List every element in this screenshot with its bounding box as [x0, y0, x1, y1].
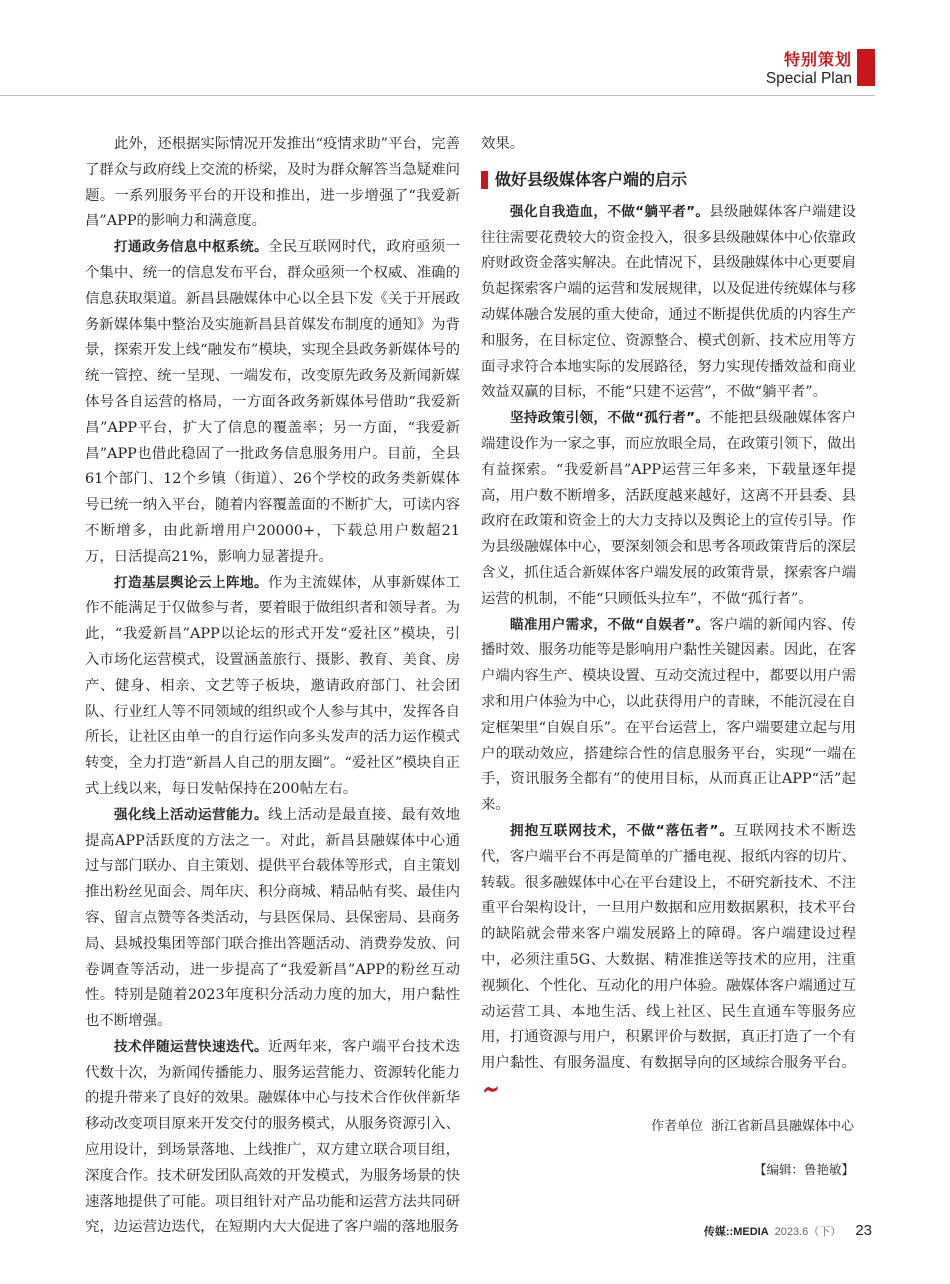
paragraph-text: 互联网技术不断迭代，客户端平台不再是简单的广播电视、报纸内容的切片、转载。很多融媒体中心在平台建设上，不研究新技术、不注重平台架构设计，一旦用户数据和应用数据累积，技术平台的缺陷就会带来客户端发展路上的障碍。客户端建设过程中，必须注重5G、大数据、精准推送等技术的应用，注重视频化、个性化、互动化的用户体验。融媒体客户端通过互动运营工具、本地生活、线上社区、民生直通车等服务应用，打通资源与用户，积累评价与数据，真正打造了一个有用户黏性、有服务温度、有数据导向的区域综合服务平台。 — [481, 822, 856, 1072]
author-affiliation: 作者单位 浙江省新昌县融媒体中心 — [651, 1119, 854, 1134]
paragraph — [85, 235, 460, 570]
paragraph-text: 近两年来，客户端平台技术迭代数十次，为新闻传播能力、服务运营能力、资源转化能力的提升带来了良好的效果。融媒体中心与技术合作伙伴新华移动改变项目原来开发交付的服务模式，从服务资源引入、应用设计，到场景落地、上线推广，双方建立联合项目组，深度合作。技术研发团队高效的开发模式，为服务场景的快速落地提供了可能。项目组针对产品功能和运营方法共同研究，边运营边迭代，在短期内大大促进了客户端的落地服务 — [85, 1038, 460, 1236]
publication-name: 传媒::MEDIA — [703, 1226, 769, 1238]
page-footer — [704, 1222, 872, 1239]
paragraph-text: 效果。 — [481, 136, 525, 152]
heading-bar-icon — [481, 171, 488, 189]
paragraph-lead: 打造基层舆论云上阵地。 — [114, 574, 269, 591]
paragraph-lead: 瞄准用户需求，不做“自娱者”。 — [510, 616, 710, 633]
section-title-cn: 特别策划 — [783, 50, 852, 69]
end-of-article-mark-icon — [483, 1084, 499, 1094]
paragraph-text: 县级融媒体客户端建设往往需要花费较大的资金投入，很多县级融媒体中心依靠政府财政资金落实解决。在此情况下，县级融媒体中心更要肩负起探索客户端的运营和发展规律，以及促进传统媒体与移动媒体融合发展的重大使命，通过不断提供优质的内容生产和服务，在目标定位、资源整合、模式创新、技术应用等方面寻求符合本地实际的发展路径，努力实现传播效益和商业效益双赢的目标，不能“只建不运营”，不做“躺平者”。 — [481, 203, 856, 401]
paragraph — [481, 406, 856, 612]
paragraph — [85, 571, 460, 803]
paragraph-text: 作为主流媒体，从事新媒体工作不能满足于仅做参与者，要着眼于做组织者和领导者。为此，“我爱新昌”APP以论坛的形式开发“爱社区”模块，引入市场化运营模式，设置涵盖旅行、摄影、教育、美食、房产、健身、相亲、文艺等子板块，邀请政府部门、社会团队、行业红人等不同领域的组织或个人参与其中，发挥各自所长，让社区由单一的自行运作向多头发声的活力运作模式转变，全力打造“新昌人自己的朋友圈”。“爱社区”模块自正式上线以来，每日发帖保持在200帖左右。 — [85, 574, 460, 797]
paragraph — [481, 819, 856, 1103]
paragraph — [481, 132, 856, 158]
section-accent-block — [857, 49, 875, 86]
section-heading — [481, 168, 856, 192]
section-heading-text: 做好县级媒体客户端的启示 — [495, 169, 688, 189]
section-title-en: Special Plan — [765, 70, 852, 87]
paragraph-text: 线上活动是最直接、最有效地提高APP活跃度的方法之一。对此，新昌县融媒体中心通过与部门联办、自主策划、提供平台载体等形式，自主策划推出粉丝见面会、周年庆、积分商城、精品帖有奖、最佳内容、留言点赞等各类活动，与县医保局、县保密局、县商务局、县城投集团等部门联合推出答题活动、消费券发放、问卷调查等活动，进一步提高了“我爱新昌”APP的粉丝互动性。特别是随着2023年度积分活动力度的加大，用户黏性也不断增强。 — [85, 806, 460, 1030]
left-column — [85, 132, 460, 1241]
paragraph-lead: 强化自我造血，不做“躺平者”。 — [510, 203, 710, 220]
right-column — [481, 132, 856, 1103]
paragraph-lead: 打通政务信息中枢系统。 — [114, 239, 269, 256]
issue-date: 2023.6（下） — [774, 1226, 842, 1238]
header-divider — [0, 95, 875, 96]
paragraph — [85, 803, 460, 1035]
paragraph-text: 全民互联网时代，政府亟须一个集中、统一的信息发布平台，群众亟须一个权威、准确的信息获取渠道。新昌县融媒体中心以全县下发《关于开展政务新媒体集中整治及实施新昌县首媒发布制度的通知》为背景，探索开发上线“融发布”模块，实现全县政务新媒体号的统一管控、统一呈现、一端发布，改变原先政务及新闻新媒体号各自运营的格局，一方面各政务新媒体号借助“我爱新昌”APP平台，扩大了信息的覆盖率；另一方面，“我爱新昌”APP也借此稳固了一批政务信息服务用户。目前，全县61个部门、12个乡镇（街道）、26个学校的政务类新媒体号已统一纳入平台，随着内容覆盖面的不断扩大，可读内容不断增多，由此新增用户20000+，下载总用户数超21万，日活提高21%，影响力显著提升。 — [85, 239, 460, 565]
paragraph — [85, 132, 460, 235]
paragraph-text: 此外，还根据实际情况开发推出“疫情求助”平台，完善了群众与政府线上交流的桥梁，及时为群众解答当急疑难问题。一系列服务平台的开设和推出，进一步增强了“我爱新昌”APP的影响力和满意度。 — [85, 136, 460, 230]
editor-credit: 【编辑：鲁艳敏】 — [753, 1162, 854, 1177]
paragraph — [481, 200, 856, 406]
paragraph-lead: 坚持政策引领，不做“孤行者”。 — [510, 410, 710, 427]
paragraph-lead: 拥抱互联网技术，不做“落伍者”。 — [510, 822, 734, 839]
paragraph-text: 不能把县级融媒体客户端建设作为一家之事，而应放眼全局，在政策引领下，做出有益探索。“我爱新昌”APP运营三年多来，下载量逐年提高，用户数不断增多，活跃度越来越好，这离不开县委、县政府在政策和资金上的大力支持以及舆论上的宣传引导。作为县级融媒体中心，要深刻领会和思考各项政策背后的深层含义，抓住适合新媒体客户端发展的政策背景，探索客户端运营的机制，不能“只顾低头拉车”，不做“孤行者”。 — [481, 410, 856, 607]
paragraph-lead: 强化线上活动运营能力。 — [114, 806, 269, 823]
page-number: 23 — [855, 1222, 872, 1239]
paragraph-text: 客户端的新闻内容、传播时效、服务功能等是影响用户黏性关键因素。因此，在客户端内容生产、模块设置、互动交流过程中，都要以用户需求和用户体验为中心，以此获得用户的青睐，不能沉浸在自定框架里“自娱自乐”。在平台运营上，客户端要建立起与用户的联动效应，搭建综合性的信息服务平台，实现“一端在手，资讯服务全都有”的使用目标，从而真正让APP“活”起来。 — [481, 616, 856, 814]
paragraph-lead: 技术伴随运营快速迭代。 — [114, 1038, 269, 1055]
paragraph — [85, 1035, 460, 1241]
paragraph — [481, 613, 856, 819]
